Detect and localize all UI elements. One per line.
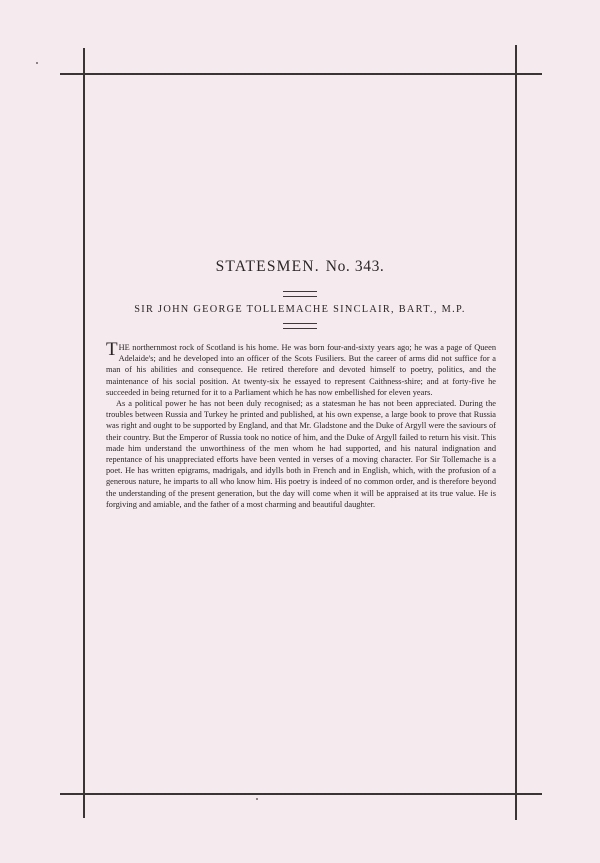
page-title <box>0 258 600 276</box>
subtitle-divider <box>283 323 317 329</box>
paper-speck <box>36 62 38 64</box>
article-paragraph-1 <box>106 339 496 398</box>
article-paragraph-2: As a political power he has not been duly recognised; as a statesman he has not been appreciated. During the troubles between Russia and Turkey he printed and published, at his own expense, a large book to prove that Russia was right and ought to be supported by England, and that Mr. Gladstone and the Duke of Argyll were the saviours of their country. But the Emperor of Russia took no notice of him, and the Duke of Argyll failed to return his visit. This made him understand the unworthiness of the men whom he had supported, and his natural indignation and repentance of his unappreciated efforts have been vented in verses of a moving character. For Sir Tollemache is a poet. He has written epigrams, madrigals, and idylls both in French and in English, which, with the profusion of a generous nature, he imparts to all who know him. His poetry is indeed of no common order, and is therefore beyond the understanding of the present generation, but the day will come when it will be appraised at its true value. He is forgiving and amiable, and the father of a most charming and beautiful daughter. <box>106 399 496 509</box>
series-title: STATESMEN. <box>215 258 320 275</box>
title-divider <box>283 291 317 297</box>
series-number: No. 343. <box>325 258 385 275</box>
paper-speck <box>256 798 258 800</box>
frame-top-rule <box>60 73 542 75</box>
frame-left-rule <box>83 48 85 818</box>
frame-bottom-rule <box>60 793 542 795</box>
article-body <box>106 339 496 510</box>
drop-cap: T <box>106 339 118 360</box>
frame-right-rule <box>515 45 517 820</box>
subject-name: SIR JOHN GEORGE TOLLEMACHE SINCLAIR, BART., M.P. <box>134 304 466 315</box>
paragraph-1-text: HE northernmost rock of Scotland is his home. He was born four-and-sixty years ago; he was a page of Queen Adelaide's; and he developed into an officer of the Scots Fusiliers. But the career of arms did not suffice for a man of his abilities and consequence. He retired therefore and devoted himself to poetry, politics, and the maintenance of his social position. At twenty-six he essayed to represent Caithness-shire; and at forty-five he succeeded in being returned for it to a Parliament which he has now embellished for eleven years. <box>106 343 496 397</box>
